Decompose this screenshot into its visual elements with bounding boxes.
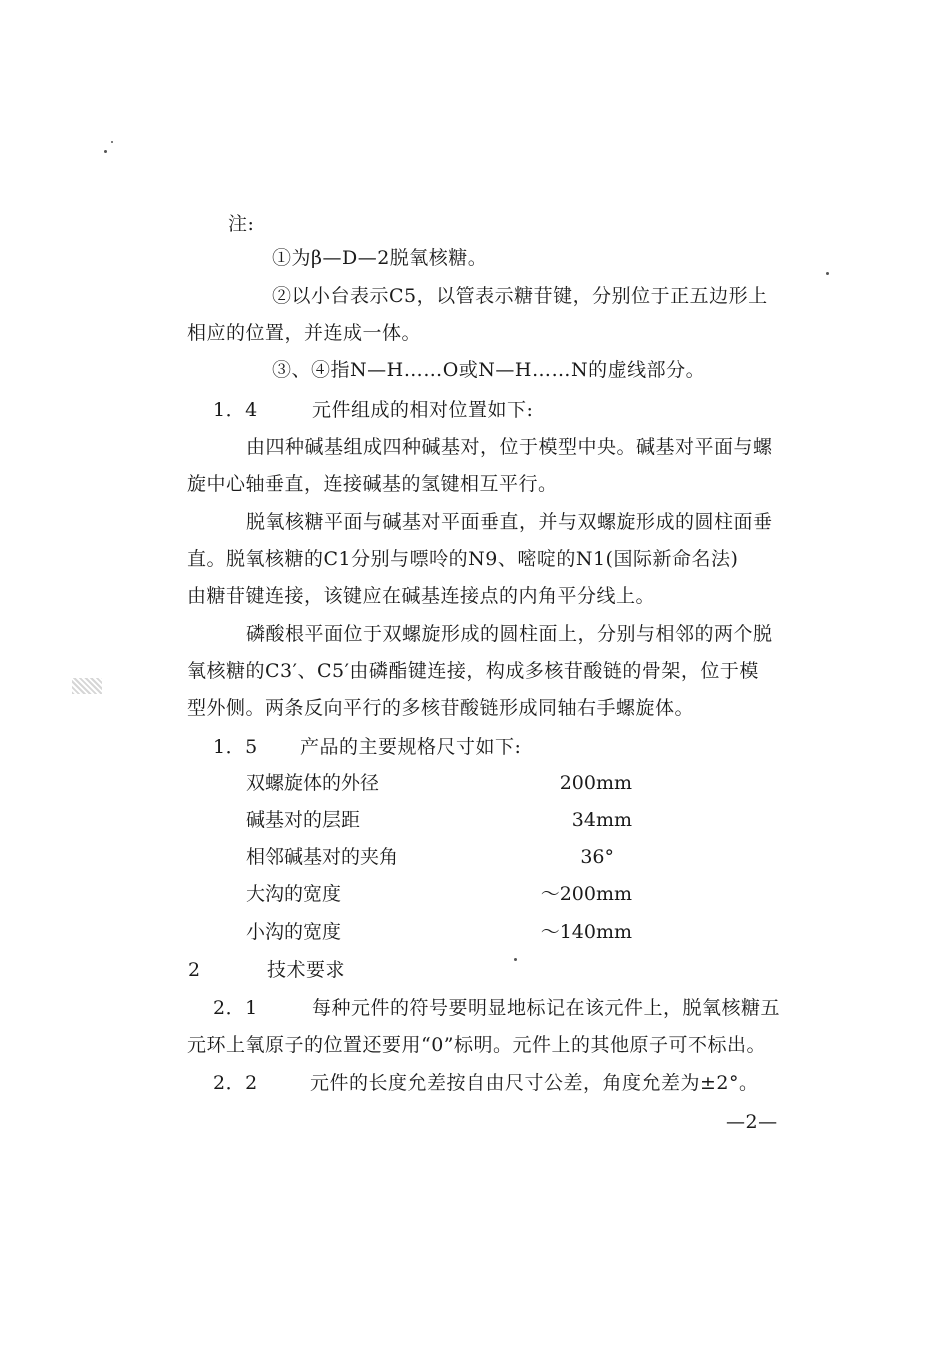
page-number: —2— [726,1111,778,1133]
section-1-4-line: 氧核糖的C3′、C5′由磷酯键连接，构成多核苷酸链的骨架，位于模 [187,660,759,682]
note-label: 注: [228,213,255,235]
section-1-4-line: 磷酸根平面位于双螺旋形成的圆柱面上，分别与相邻的两个脱 [246,623,773,645]
section-1-4-title: 元件组成的相对位置如下: [312,399,534,421]
section-1-4-line: 旋中心轴垂直，连接碱基的氢键相互平行。 [187,473,558,495]
section-2-1-line: 每种元件的符号要明显地标记在该元件上，脱氧核糖五 [312,997,781,1019]
scan-speck [111,141,113,143]
spec-name: 大沟的宽度 [246,883,342,905]
section-1-5-title: 产品的主要规格尺寸如下: [300,736,522,758]
note-3-4: ③、④指N—H……O或N—H……N的虚线部分。 [272,359,706,381]
spec-name: 小沟的宽度 [246,921,342,943]
section-2-1-line: 元环上氧原子的位置还要用“0”标明。元件上的其他原子可不标出。 [187,1034,767,1056]
scan-speck [826,272,829,275]
note-1: ①为β—D—2脱氧核糖。 [272,247,488,269]
spec-value: 200mm [559,772,632,794]
spec-value: 34mm [571,809,632,831]
spec-value: ～140mm [540,921,632,943]
note-2: ②以小台表示C5，以管表示糖苷键，分别位于正五边形上 [272,285,768,307]
section-1-4-line: 型外侧。两条反向平行的多核苷酸链形成同轴右手螺旋体。 [187,697,695,719]
section-1-4-line: 直。脱氧核糖的C1分别与嘌呤的N9、嘧啶的N1(国际新命名法) [187,548,739,570]
section-2-title: 技术要求 [267,959,346,981]
spec-value: 36° [580,846,614,868]
scan-speck [514,958,517,961]
section-1-5-number: 1．5 [213,736,258,758]
section-1-4-line: 由糖苷键连接，该键应在碱基连接点的内角平分线上。 [187,585,656,607]
section-2-2-text: 元件的长度允差按自由尺寸公差，角度允差为±2°。 [310,1072,759,1094]
spec-name: 碱基对的层距 [246,809,361,831]
section-2-2-number: 2．2 [213,1072,258,1094]
section-1-4-line: 脱氧核糖平面与碱基对平面垂直，并与双螺旋形成的圆柱面垂 [246,511,773,533]
section-1-4-number: 1．4 [213,399,258,421]
note-2-continued: 相应的位置，并连成一体。 [187,322,422,344]
scan-smudge [72,678,102,694]
section-2-1-number: 2．1 [213,997,258,1019]
scan-speck [104,150,107,153]
spec-value: ～200mm [540,883,632,905]
section-1-4-line: 由四种碱基组成四种碱基对，位于模型中央。碱基对平面与螺 [246,436,773,458]
section-2-number: 2 [188,959,201,981]
spec-name: 相邻碱基对的夹角 [246,846,399,868]
spec-name: 双螺旋体的外径 [246,772,380,794]
